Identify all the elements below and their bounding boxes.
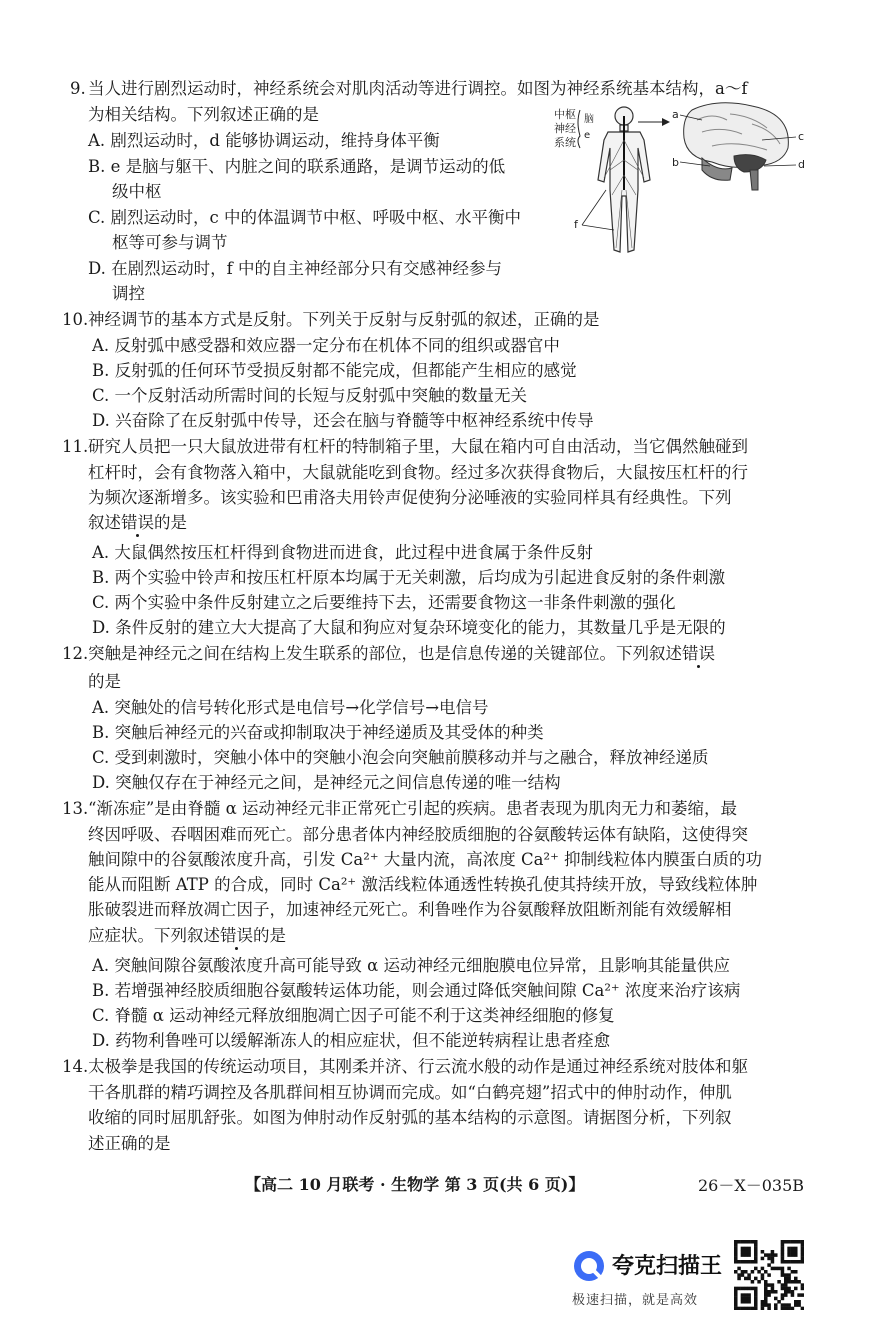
q11-stem-line4 bbox=[88, 512, 187, 534]
q13-option-c: C. 脊髓 α 运动神经元释放细胞凋亡因子可能不利于这类神经细胞的修复 bbox=[92, 1006, 615, 1025]
q10-option-a: A. 反射弧中感受器和效应器一定分布在机体不同的组织或器官中 bbox=[92, 336, 560, 355]
q12-stem-line2: 的是 bbox=[88, 672, 121, 691]
q9-option-c-line1: C. 剧烈运动时，c 中的体温调节中枢、呼吸中枢、水平衡中 bbox=[88, 208, 522, 227]
q9-option-d-line1: D. 在剧烈运动时，f 中的自主神经部分只有交感神经参与 bbox=[88, 259, 502, 278]
q11-stem-line3: 为频次逐渐增多。该实验和巴甫洛夫用铃声促使狗分泌唾液的实验同样具有经典性。下列 bbox=[88, 488, 732, 507]
q14-stem-line3: 收缩的同时屈肌舒张。如图为伸肘动作反射弧的基本结构的示意图。请据图分析，下列叙 bbox=[88, 1108, 732, 1127]
q12-stem1-pre: 突触是神经元之间在结构上发生联系的部位，也是信息传递的关键部位。下列叙述 bbox=[88, 644, 682, 663]
scanner-app-name: 夸克扫描王 bbox=[612, 1254, 723, 1279]
q9-stem-line1: 当人进行剧烈运动时，神经系统会对肌肉活动等进行调控。如图为神经系统基本结构，a～f bbox=[88, 79, 748, 98]
exam-code: 26－X－035B bbox=[698, 1176, 805, 1195]
label-d: d bbox=[798, 158, 805, 171]
label-central-3: 系统 bbox=[554, 136, 576, 149]
q11-option-d: D. 条件反射的建立大大提高了大鼠和狗应对复杂环境变化的能力，其数量几乎是无限的 bbox=[92, 618, 726, 637]
q12-emphasis-wrong: 错误 bbox=[682, 644, 715, 663]
q9-stem-line2: 为相关结构。下列叙述正确的是 bbox=[88, 105, 319, 124]
label-e: e bbox=[584, 130, 591, 141]
q13-stem-line3: 触间隙中的谷氨酸浓度升高，引发 Ca²⁺ 大量内流，高浓度 Ca²⁺ 抑制线粒体内膜蛋白质的功 bbox=[88, 850, 763, 869]
q11-option-b: B. 两个实验中铃声和按压杠杆原本均属于无关刺激，后均成为引起进食反射的条件刺激 bbox=[92, 568, 726, 587]
label-a: a bbox=[672, 108, 679, 121]
q10-option-b: B. 反射弧的任何环节受损反射都不能完成，但都能产生相应的感觉 bbox=[92, 361, 577, 380]
q9-option-a: A. 剧烈运动时，d 能够协调运动，维持身体平衡 bbox=[88, 131, 440, 150]
q11-stem4-post: 的是 bbox=[154, 513, 187, 532]
q13-stem-line6 bbox=[88, 925, 286, 947]
q13-option-b: B. 若增强神经胶质细胞谷氨酸转运体功能，则会通过降低突触间隙 Ca²⁺ 浓度来治疗该病 bbox=[92, 981, 741, 1000]
scanner-logo-icon bbox=[572, 1249, 606, 1283]
q14-stem-line4: 述正确的是 bbox=[88, 1134, 171, 1153]
q11-stem-line2: 杠杆时，会有食物落入箱中，大鼠就能吃到食物。经过多次获得食物后，大鼠按压杠杆的行 bbox=[88, 463, 748, 482]
q13-stem-line4: 能从而阻断 ATP 的合成，同时 Ca²⁺ 激活线粒体通透性转换孔使其持续开放，导致线粒体肿 bbox=[88, 875, 758, 894]
q13-emphasis-wrong: 错误 bbox=[220, 926, 253, 945]
q9-option-b-line2: 级中枢 bbox=[112, 182, 162, 201]
q11-number: 11. bbox=[62, 437, 89, 456]
label-b: b bbox=[672, 156, 679, 169]
q13-number: 13. bbox=[62, 799, 89, 818]
q11-emphasis-wrong: 错误 bbox=[121, 513, 154, 532]
label-c: c bbox=[798, 130, 805, 143]
q14-stem-line2: 干各肌群的精巧调控及各肌群间相互协调而完成。如“白鹤亮翅”招式中的伸肘动作，伸肌 bbox=[88, 1083, 732, 1102]
q9-option-b-line1: B. e 是脑与躯干、内脏之间的联系通路，是调节运动的低 bbox=[88, 157, 506, 176]
q12-stem-line1 bbox=[88, 643, 715, 665]
q13-stem6-pre: 应症状。下列叙述 bbox=[88, 926, 220, 945]
q10-stem: 神经调节的基本方式是反射。下列关于反射与反射弧的叙述，正确的是 bbox=[88, 310, 600, 329]
nervous-system-figure bbox=[552, 100, 807, 275]
label-f: f bbox=[574, 218, 578, 231]
q14-stem-line1: 太极拳是我国的传统运动项目，其刚柔并济、行云流水般的动作是通过神经系统对肢体和躯 bbox=[88, 1057, 748, 1076]
q13-stem-line1: “渐冻症”是由脊髓 α 运动神经元非正常死亡引起的疾病。患者表现为肌肉无力和萎缩，最 bbox=[88, 799, 738, 818]
qr-code-icon bbox=[734, 1240, 804, 1310]
q11-stem4-pre: 叙述 bbox=[88, 513, 121, 532]
q13-option-a: A. 突触间隙谷氨酸浓度升高可能导致 α 运动神经元细胞膜电位异常，且影响其能量供应 bbox=[92, 956, 731, 975]
q12-option-b: B. 突触后神经元的兴奋或抑制取决于神经递质及其受体的种类 bbox=[92, 723, 544, 742]
q9-option-c-line2: 枢等可参与调节 bbox=[112, 233, 228, 252]
q10-option-d: D. 兴奋除了在反射弧中传导，还会在脑与脊髓等中枢神经系统中传导 bbox=[92, 411, 594, 430]
q13-stem6-post: 的是 bbox=[253, 926, 286, 945]
q11-option-a: A. 大鼠偶然按压杠杆得到食物进而进食，此过程中进食属于条件反射 bbox=[92, 543, 593, 562]
q10-number: 10. bbox=[62, 310, 89, 329]
q12-option-d: D. 突触仅存在于神经元之间，是神经元之间信息传递的唯一结构 bbox=[92, 773, 561, 792]
q13-stem-line5: 胀破裂进而释放凋亡因子，加速神经元死亡。利鲁唑作为谷氨酸释放阻断剂能有效缓解相 bbox=[88, 900, 732, 919]
q10-option-c: C. 一个反射活动所需时间的长短与反射弧中突触的数量无关 bbox=[92, 386, 528, 405]
label-central-2: 神经 bbox=[554, 122, 576, 135]
q9-option-d-line2: 调控 bbox=[112, 284, 145, 303]
q9-number: 9. bbox=[70, 79, 86, 98]
label-brain: 脑 bbox=[584, 114, 594, 125]
q11-stem-line1: 研究人员把一只大鼠放进带有杠杆的特制箱子里，大鼠在箱内可自由活动，当它偶然触碰到 bbox=[88, 437, 748, 456]
q13-option-d: D. 药物利鲁唑可以缓解渐冻人的相应症状，但不能逆转病程让患者痊愈 bbox=[92, 1031, 611, 1050]
q14-number: 14. bbox=[62, 1057, 89, 1076]
q12-number: 12. bbox=[62, 644, 89, 663]
q12-option-c: C. 受到刺激时，突触小体中的突触小泡会向突触前膜移动并与之融合，释放神经递质 bbox=[92, 748, 709, 767]
q11-option-c: C. 两个实验中条件反射建立之后要维持下去，还需要食物这一非条件刺激的强化 bbox=[92, 593, 676, 612]
page-footer: 【高二 10 月联考 · 生物学 第 3 页(共 6 页)】 bbox=[245, 1175, 585, 1194]
scanner-slogan: 极速扫描，就是高效 bbox=[572, 1293, 699, 1308]
q12-option-a: A. 突触处的信号转化形式是电信号→化学信号→电信号 bbox=[92, 698, 489, 717]
q13-stem-line2: 终因呼吸、吞咽困难而死亡。部分患者体内神经胶质细胞的谷氨酸转运体有缺陷，这使得突 bbox=[88, 825, 748, 844]
label-central-1: 中枢 bbox=[554, 108, 576, 121]
